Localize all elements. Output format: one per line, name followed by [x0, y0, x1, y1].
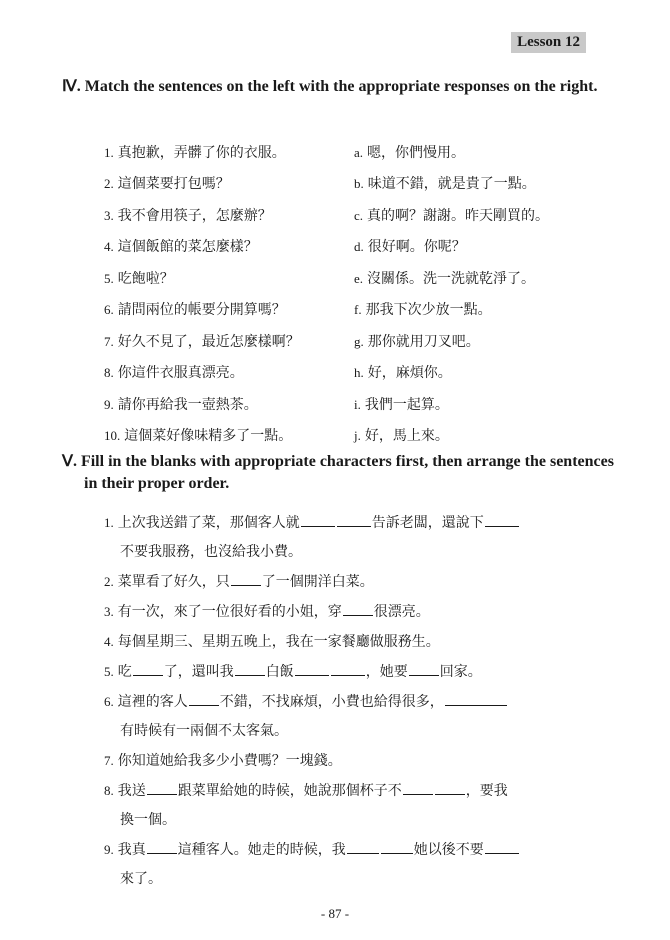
- blank-line: [347, 841, 379, 854]
- sentence-text: 吃: [117, 664, 132, 680]
- match-left: [104, 236, 354, 256]
- item-number: 7.: [104, 333, 114, 349]
- sentence-text: 回家。: [439, 664, 482, 680]
- match-row: [104, 388, 604, 420]
- match-left: [104, 142, 354, 162]
- left-sentence: 請你再給我一壺熱茶。: [117, 396, 258, 413]
- response-letter: b.: [354, 176, 364, 192]
- blank-line: [295, 663, 329, 676]
- match-list: [104, 136, 604, 451]
- response-letter: d.: [354, 239, 364, 255]
- match-left: [104, 362, 354, 382]
- fill-item: [104, 627, 604, 657]
- item-number: 6.: [104, 302, 114, 318]
- right-response: 很好啊。你呢？: [367, 239, 466, 256]
- sentence-text: 你知道她給我多少小費嗎？一塊錢。: [117, 753, 342, 769]
- fill-item: [104, 567, 604, 597]
- sentence-text: 這種客人。她走的時候，我: [177, 842, 346, 858]
- section-5-numeral: Ⅴ.: [62, 453, 77, 470]
- page-number: - 87 -: [320, 906, 350, 921]
- match-left: [104, 205, 354, 225]
- sentence-text: 不要我服務，也沒給我小費。: [120, 544, 302, 560]
- section-4-title: Match the sentences on the left with the appropriate responses on the right.: [84, 78, 598, 95]
- section-5-heading: [62, 451, 614, 495]
- blank-line: [343, 603, 373, 616]
- blank-line: [147, 841, 177, 854]
- right-response: 味道不錯，就是貴了一點。: [367, 176, 536, 193]
- match-left: [104, 299, 354, 319]
- match-right: [354, 362, 452, 382]
- sentence-text: ，要我: [465, 783, 508, 799]
- response-letter: e.: [354, 270, 364, 286]
- sentence-text: 有時候有一兩個不太客氣。: [120, 723, 288, 739]
- fill-item-continuation: [104, 538, 604, 567]
- sentence-text: 了，還叫我: [163, 664, 234, 680]
- fill-item: [104, 835, 604, 865]
- sentence-text: 上次我送錯了菜，那個客人就: [117, 515, 300, 531]
- item-number: 1.: [104, 515, 114, 530]
- blank-line: [189, 693, 219, 706]
- blank-line: [435, 782, 465, 795]
- response-letter: f.: [354, 302, 362, 318]
- sentence-text: 跟菜單給她的時候，她說那個杯子不: [177, 783, 402, 799]
- sentence-text: 了一個開洋白菜。: [261, 574, 374, 590]
- item-number: 8.: [104, 783, 114, 798]
- right-response: 真的啊？謝謝。昨天剛買的。: [367, 207, 550, 224]
- sentence-text: 我真: [117, 842, 146, 858]
- match-row: [104, 357, 604, 389]
- item-number: 1.: [104, 144, 114, 160]
- item-number: 7.: [104, 753, 114, 768]
- response-letter: a.: [354, 144, 364, 160]
- blank-line: [337, 514, 371, 527]
- blank-line: [231, 573, 261, 586]
- match-left: [104, 394, 354, 414]
- section-5-title: Fill in the blanks with appropriate characters first, then arrange the sentences in their proper order.: [80, 453, 614, 492]
- right-response: 那我下次少放一點。: [365, 302, 492, 319]
- blank-line: [403, 782, 433, 795]
- match-right: [354, 205, 549, 225]
- match-row: [104, 262, 604, 294]
- sentence-text: 她以後不要: [413, 842, 484, 858]
- match-left: [104, 425, 354, 445]
- left-sentence: 真抱歉，弄髒了你的衣服。: [117, 144, 286, 161]
- item-number: 3.: [104, 604, 114, 619]
- item-number: 5.: [104, 270, 114, 286]
- lesson-label: Lesson 12: [511, 32, 586, 53]
- blank-line: [301, 514, 335, 527]
- match-row: [104, 420, 604, 452]
- match-right: [354, 236, 466, 256]
- item-number: 9.: [104, 842, 114, 857]
- right-response: 嗯，你們慢用。: [367, 144, 466, 161]
- response-letter: g.: [354, 333, 364, 349]
- response-letter: i.: [354, 396, 361, 412]
- match-right: [354, 268, 535, 288]
- blank-line: [133, 663, 163, 676]
- match-left: [104, 268, 354, 288]
- match-left: [104, 331, 354, 351]
- fill-item: [104, 687, 604, 717]
- sentence-text: 告訴老闆，還說下: [371, 515, 484, 531]
- fill-item-continuation: [104, 865, 604, 894]
- blank-line: [147, 782, 177, 795]
- item-number: 8.: [104, 365, 114, 381]
- item-number: 4.: [104, 239, 114, 255]
- match-row: [104, 325, 604, 357]
- blank-line: [445, 693, 507, 706]
- sentence-text: 不錯，不找麻煩，小費也給得很多，: [219, 694, 444, 710]
- sentence-text: 很漂亮。: [373, 604, 430, 620]
- fill-item: [104, 746, 604, 776]
- fill-item: [104, 657, 604, 687]
- sentence-text: 白飯: [265, 664, 294, 680]
- section-4-numeral: Ⅳ.: [62, 78, 81, 95]
- match-right: [354, 173, 536, 193]
- response-letter: c.: [354, 207, 364, 223]
- item-number: 4.: [104, 634, 114, 649]
- blank-line: [409, 663, 439, 676]
- sentence-text: 換一個。: [120, 812, 176, 828]
- item-number: 3.: [104, 207, 114, 223]
- fill-item: [104, 508, 604, 538]
- right-response: 沒關係。洗一洗就乾淨了。: [367, 270, 536, 287]
- fill-item: [104, 776, 604, 806]
- match-right: [354, 142, 465, 162]
- item-number: 5.: [104, 664, 114, 679]
- blank-line: [235, 663, 265, 676]
- section-4-heading: [62, 76, 614, 98]
- match-row: [104, 199, 604, 231]
- response-letter: j.: [354, 428, 361, 444]
- sentence-text: 來了。: [120, 871, 162, 887]
- blank-line: [485, 841, 519, 854]
- blank-line: [485, 514, 519, 527]
- right-response: 我們一起算。: [364, 396, 449, 413]
- left-sentence: 好久不見了，最近怎麼樣啊？: [117, 333, 300, 350]
- fill-item-continuation: [104, 717, 604, 746]
- match-left: [104, 173, 354, 193]
- blank-line: [331, 663, 365, 676]
- fill-item: [104, 597, 604, 627]
- match-row: [104, 231, 604, 263]
- left-sentence: 這個菜好像味精多了一點。: [124, 428, 293, 445]
- sentence-text: 這裡的客人: [117, 694, 188, 710]
- sentence-text: ，她要: [365, 664, 408, 680]
- left-sentence: 我不會用筷子，怎麼辦？: [117, 207, 272, 224]
- sentence-text: 每個星期三、星期五晚上，我在一家餐廳做服務生。: [117, 634, 440, 650]
- match-row: [104, 136, 604, 168]
- left-sentence: 這個飯館的菜怎麼樣？: [117, 239, 258, 256]
- sentence-text: 菜單看了好久，只: [117, 574, 230, 590]
- item-number: 10.: [104, 428, 121, 444]
- match-row: [104, 294, 604, 326]
- fill-item-continuation: [104, 806, 604, 835]
- right-response: 好，麻煩你。: [367, 365, 452, 382]
- match-right: [354, 299, 492, 319]
- item-number: 2.: [104, 574, 114, 589]
- left-sentence: 請問兩位的帳要分開算嗎？: [117, 302, 286, 319]
- match-row: [104, 168, 604, 200]
- item-number: 6.: [104, 694, 114, 709]
- fill-in-list: [104, 508, 604, 894]
- sentence-text: 我送: [117, 783, 146, 799]
- match-right: [354, 394, 449, 414]
- response-letter: h.: [354, 365, 364, 381]
- item-number: 2.: [104, 176, 114, 192]
- sentence-text: 有一次，來了一位很好看的小姐，穿: [117, 604, 342, 620]
- blank-line: [381, 841, 413, 854]
- left-sentence: 你這件衣服真漂亮。: [117, 365, 244, 382]
- left-sentence: 吃飽啦？: [117, 270, 174, 287]
- right-response: 好，馬上來。: [364, 428, 449, 445]
- right-response: 那你就用刀叉吧。: [367, 333, 480, 350]
- match-right: [354, 425, 449, 445]
- item-number: 9.: [104, 396, 114, 412]
- left-sentence: 這個菜要打包嗎？: [117, 176, 230, 193]
- match-right: [354, 331, 480, 351]
